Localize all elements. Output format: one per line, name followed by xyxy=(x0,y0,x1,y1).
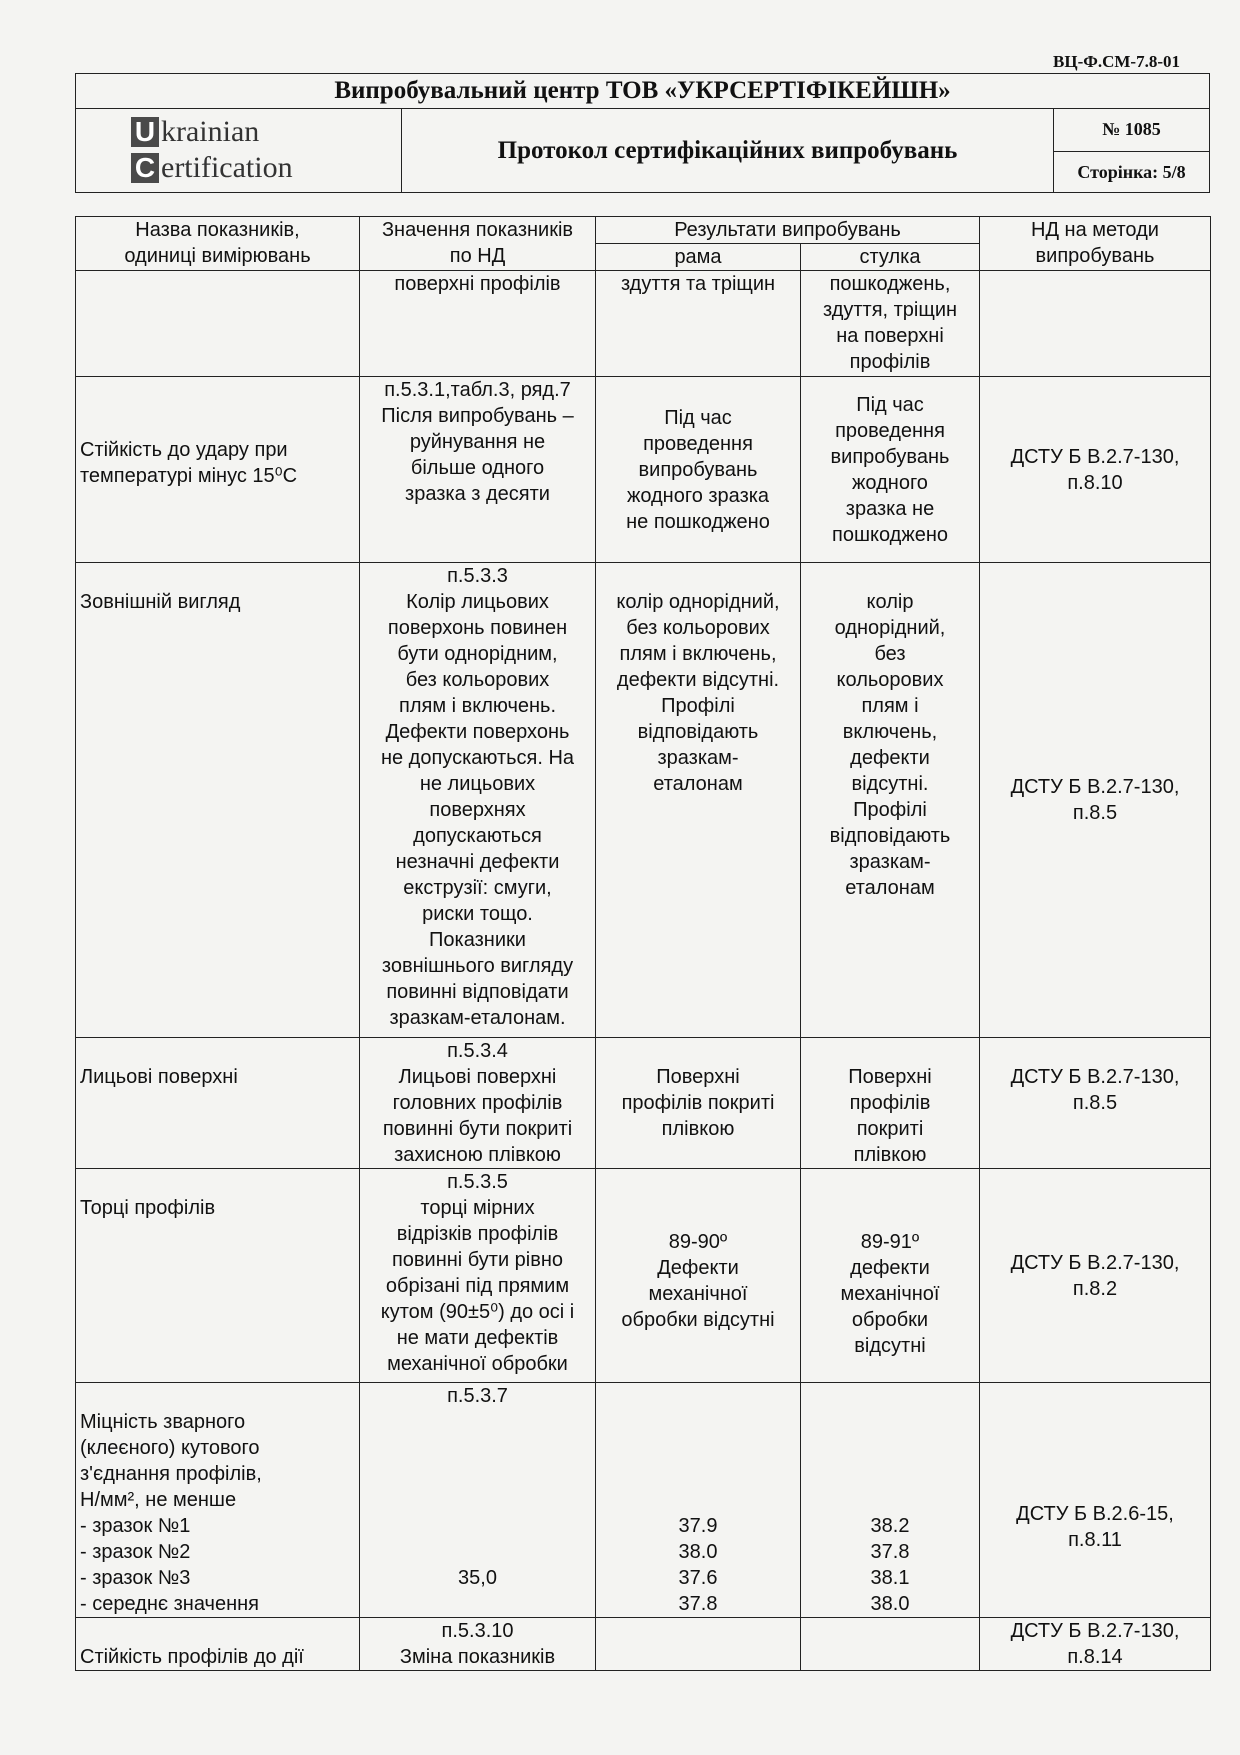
header-results: Результати випробувань xyxy=(596,217,980,244)
table-row xyxy=(76,1618,1211,1671)
row-name: Міцність зварного (клеєного) кутового з'єднання профілів, Н/мм², не менше - зразок №1 - зразок №2 - зразок №3 - середнє значення xyxy=(76,1383,360,1618)
header-value: Значення показників по НД xyxy=(360,217,596,271)
table-row xyxy=(76,271,1211,377)
company-logo xyxy=(76,109,402,193)
row-frame: 89-90º Дефекти механічної обробки відсутні xyxy=(596,1169,801,1383)
row-value: п.5.3.3 Колір лицьових поверхонь повинен бути однорідним, без кольорових плям і включень. Дефекти поверхонь не допускаються. На не лицьових поверхнях допускаються незначні дефекти екструзії: смуги, риски тощо. Показники зовнішнього вигляду повинні відповідати зразкам-еталонам. xyxy=(360,563,596,1038)
row-frame: колір однорідний, без кольорових плям і включень, дефекти відсутні. Профілі відповідають зразкам- еталонам xyxy=(596,563,801,1038)
row-method: ДСТУ Б В.2.6-15, п.8.11 xyxy=(980,1383,1211,1618)
logo-text-line2: ertification xyxy=(161,151,293,184)
row-value-ref: п.5.3.7 xyxy=(447,1385,508,1407)
row-sash: пошкоджень, здуття, тріщин на поверхні профілів xyxy=(801,271,980,377)
header-name: Назва показників, одиниці вимірювань xyxy=(76,217,360,271)
page-number: Сторінка: 5/8 xyxy=(1077,161,1186,182)
table-row xyxy=(76,377,1211,563)
row-sash: Поверхні профілів покриті плівкою xyxy=(801,1038,980,1169)
row-sash: колір однорідний, без кольорових плям і включень, дефекти відсутні. Профілі відповідають зразкам- еталонам xyxy=(801,563,980,1038)
row-name: Торці профілів xyxy=(76,1169,360,1383)
row-sash xyxy=(801,1618,980,1671)
protocol-number: № 1085 xyxy=(1054,109,1209,152)
row-frame xyxy=(596,1618,801,1671)
row-method: ДСТУ Б В.2.7-130, п.8.5 xyxy=(980,563,1211,1038)
row-frame: здуття та тріщин xyxy=(596,271,801,377)
row-name: Зовнішній вигляд xyxy=(76,563,360,1038)
header-sash: стулка xyxy=(801,244,980,271)
header-frame: рама xyxy=(596,244,801,271)
lab-title: Випробувальний центр ТОВ «УКРСЕРТІФІКЕЙШН» xyxy=(76,74,1209,109)
row-sash: 89-91º дефекти механічної обробки відсутні xyxy=(801,1169,980,1383)
row-method: ДСТУ Б В.2.7-130, п.8.5 xyxy=(980,1038,1211,1169)
results-table xyxy=(75,216,1211,1671)
row-method: ДСТУ Б В.2.7-130, п.8.10 xyxy=(980,377,1211,563)
table-row xyxy=(76,1169,1211,1383)
protocol-title: Протокол сертифікаційних випробувань xyxy=(402,109,1054,193)
row-frame: Під час проведення випробувань жодного зразка не пошкоджено xyxy=(596,377,801,563)
row-value-num: 35,0 xyxy=(458,1567,497,1589)
document-code: ВЦ-Ф.СМ-7.8-01 xyxy=(1053,52,1180,71)
row-method xyxy=(980,271,1211,377)
row-value: п.5.3.1,табл.3, ряд.7 Після випробувань – руйнування не більше одного зразка з десяти xyxy=(360,377,596,563)
row-name: Лицьові поверхні xyxy=(76,1038,360,1169)
row-name: Стійкість до удару при температурі мінус 15⁰С xyxy=(76,377,360,563)
table-row xyxy=(76,563,1211,1038)
row-value: поверхні профілів xyxy=(360,271,596,377)
row-name xyxy=(76,271,360,377)
row-value xyxy=(360,1383,596,1618)
row-method: ДСТУ Б В.2.7-130, п.8.14 xyxy=(980,1618,1211,1671)
row-frame: Поверхні профілів покриті плівкою xyxy=(596,1038,801,1169)
table-row xyxy=(76,1038,1211,1169)
row-name: Стійкість профілів до дії xyxy=(76,1618,360,1671)
row-sash: Під час проведення випробувань жодного зразка не пошкоджено xyxy=(801,377,980,563)
row-value: п.5.3.4 Лицьові поверхні головних профілів повинні бути покриті захисною плівкою xyxy=(360,1038,596,1169)
row-sash: 38.2 37.8 38.1 38.0 xyxy=(801,1383,980,1618)
header-methods: НД на методи випробувань xyxy=(980,217,1211,271)
document-header xyxy=(75,73,1210,193)
row-value: п.5.3.5 торці мірних відрізків профілів повинні бути рівно обрізані під прямим кутом (90±5⁰) до осі і не мати дефектів механічної обробки xyxy=(360,1169,596,1383)
row-method: ДСТУ Б В.2.7-130, п.8.2 xyxy=(980,1169,1211,1383)
logo-letter-u: U xyxy=(131,117,159,147)
logo-letter-c: C xyxy=(131,153,159,183)
logo-text-line1: krainian xyxy=(161,115,260,148)
table-row xyxy=(76,1383,1211,1618)
row-frame: 37.9 38.0 37.6 37.8 xyxy=(596,1383,801,1618)
row-value: п.5.3.10 Зміна показників xyxy=(360,1618,596,1671)
